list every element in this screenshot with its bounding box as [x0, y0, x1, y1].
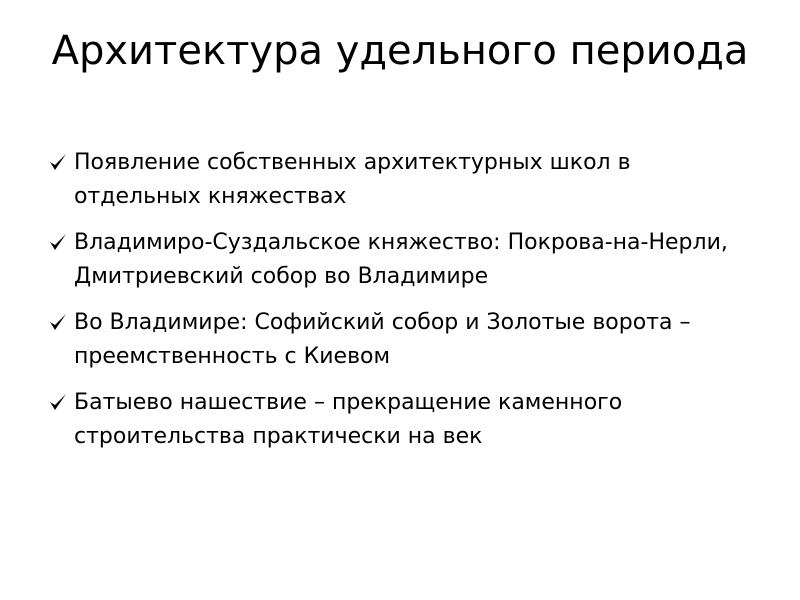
- bullet-list: [44, 146, 744, 466]
- checkmark-icon: [48, 146, 70, 180]
- list-item: [44, 146, 744, 214]
- checkmark-icon: [48, 306, 70, 340]
- bullet-text: Батыево нашествие – прекращение каменного строительства практически на век: [74, 390, 623, 449]
- list-item: [44, 226, 744, 294]
- bullet-text: Владимиро-Суздальское княжество: Покрова-на-Нерли, Дмитриевский собор во Владимире: [74, 230, 728, 289]
- checkmark-icon: [48, 226, 70, 260]
- list-item: [44, 386, 744, 454]
- checkmark-icon: [48, 386, 70, 420]
- bullet-text: Во Владимире: Софийский собор и Золотые ворота – преемственность с Киевом: [74, 310, 691, 369]
- bullet-text: Появление собственных архитектурных школ в отдельных княжествах: [74, 150, 631, 209]
- slide-title: Архитектура удельного периода: [51, 28, 749, 74]
- list-item: [44, 306, 744, 374]
